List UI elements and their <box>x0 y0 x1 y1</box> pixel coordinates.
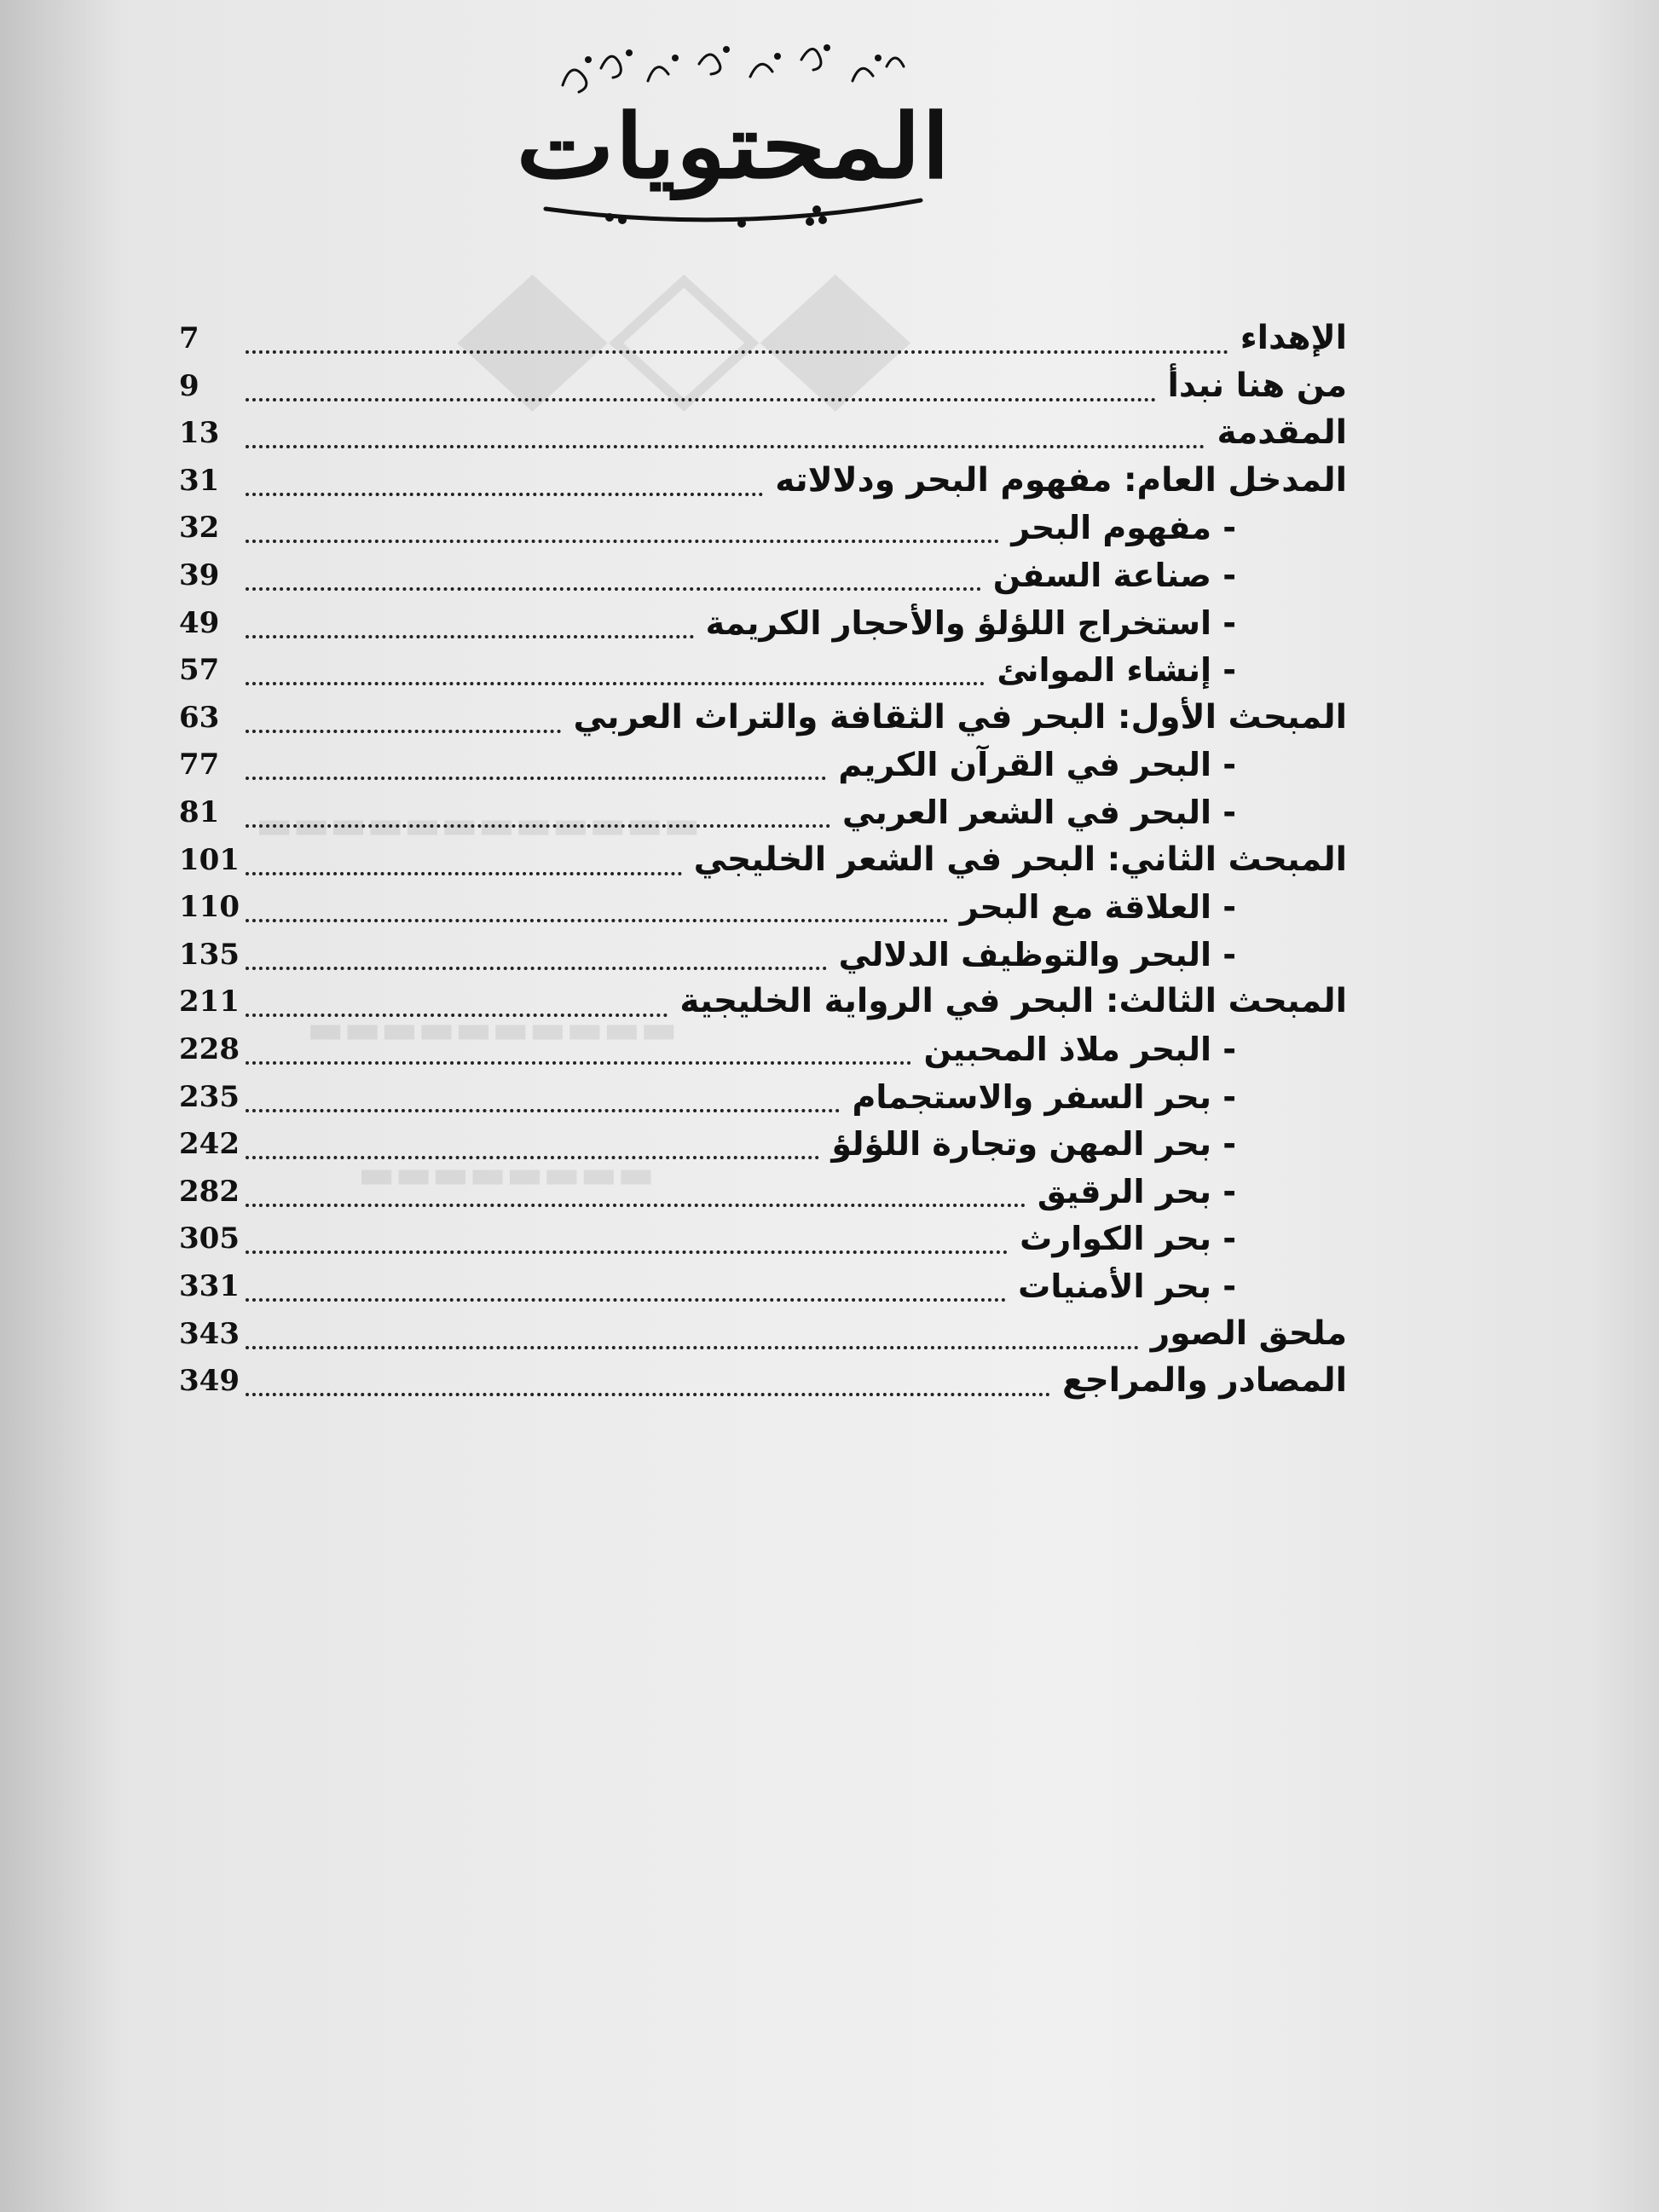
toc-chapter-title: من هنا نبدأ <box>1167 366 1347 405</box>
toc-page-number: 110 <box>179 890 240 925</box>
show-through-ornament: ◆◇◆ <box>456 222 911 432</box>
toc-dot-leader <box>246 635 694 638</box>
toc-page-number: 305 <box>179 1222 240 1256</box>
toc-dot-leader <box>246 445 1205 448</box>
toc-section-title: - استخراج اللؤلؤ والأحجار الكريمة <box>705 604 1236 642</box>
toc-section-title: - البحر في الشعر العربي <box>842 794 1236 831</box>
toc-dot-leader <box>246 1346 1139 1349</box>
toc-row <box>179 548 1356 603</box>
toc-page-number: 31 <box>179 463 220 498</box>
toc-row <box>179 880 1356 934</box>
toc-dot-leader <box>246 587 981 591</box>
toc-row <box>179 1117 1356 1171</box>
toc-dot-leader <box>246 493 763 496</box>
toc-dot-leader <box>246 919 948 922</box>
toc-row <box>179 311 1356 366</box>
toc-page-number: 57 <box>179 653 220 688</box>
toc-section-title: - بحر الأمنيات <box>1018 1268 1236 1305</box>
toc-row <box>179 927 1356 982</box>
toc-row <box>179 359 1356 413</box>
toc-page-number: 63 <box>179 700 220 735</box>
toc-page-number: 7 <box>179 321 199 355</box>
toc-dot-leader <box>246 682 985 685</box>
toc-page-number: 349 <box>179 1364 240 1399</box>
toc-dot-leader <box>246 967 827 970</box>
toc-page-number: 32 <box>179 511 220 546</box>
toc-page-number: 228 <box>179 1032 240 1066</box>
show-through-line: ▬▬▬▬▬▬▬▬ <box>358 1151 655 1197</box>
toc-row <box>179 596 1356 650</box>
toc-dot-leader <box>246 350 1228 354</box>
toc-section-title: - البحر والتوظيف الدلالي <box>838 935 1236 973</box>
toc-chapter-title: المبحث الأول: البحر في الثقافة والتراث العربي <box>573 697 1347 736</box>
toc-row <box>179 737 1356 792</box>
toc-dot-leader <box>246 1109 840 1112</box>
toc-dot-leader <box>246 872 682 875</box>
toc-row <box>179 974 1356 1029</box>
toc-page-number: 282 <box>179 1174 240 1209</box>
toc-chapter-title: المبحث الثالث: البحر في الرواية الخليجية <box>679 982 1347 1021</box>
toc-dot-leader <box>246 1061 911 1065</box>
page-title: المحتويات <box>516 94 951 199</box>
toc-row <box>179 1164 1356 1219</box>
toc-section-title: - بحر الرقيق <box>1037 1172 1236 1210</box>
toc-section-title: - بحر المهن وتجارة اللؤلؤ <box>831 1125 1236 1164</box>
toc-row <box>179 1354 1356 1408</box>
toc-row <box>179 1022 1356 1077</box>
toc-page-number: 135 <box>179 937 240 972</box>
toc-page-number: 13 <box>179 416 220 451</box>
toc-page-number: 49 <box>179 605 220 640</box>
toc-dot-leader <box>246 730 561 733</box>
toc-page-number: 39 <box>179 558 220 592</box>
toc-row <box>179 500 1356 555</box>
toc-page-number: 242 <box>179 1127 240 1162</box>
toc-page-number: 81 <box>179 795 220 829</box>
toc-page-number: 77 <box>179 748 220 783</box>
show-through-line: ▬▬▬▬▬▬▬▬▬▬▬▬ <box>256 801 701 847</box>
toc-section-title: - البحر في القرآن الكريم <box>838 746 1236 784</box>
toc-row <box>179 690 1356 745</box>
toc-chapter-title: المصادر والمراجع <box>1061 1361 1347 1401</box>
toc-dot-leader <box>246 1298 1006 1302</box>
toc-row <box>179 1211 1356 1266</box>
toc-dot-leader <box>246 540 999 543</box>
toc-row <box>179 1070 1356 1124</box>
toc-row <box>179 1307 1356 1361</box>
show-through-line: ▬▬▬▬▬▬▬▬▬▬ <box>307 1006 678 1052</box>
toc-dot-leader <box>246 777 826 780</box>
toc-page-number: 101 <box>179 842 240 877</box>
toc-row <box>179 785 1356 840</box>
toc-row <box>179 406 1356 460</box>
toc-section-title: - بحر السفر والاستجمام <box>852 1077 1236 1116</box>
toc-row <box>179 1259 1356 1314</box>
toc-chapter-title: المقدمة <box>1217 413 1347 453</box>
toc-chapter-title: الإهداء <box>1240 319 1347 357</box>
toc-dot-leader <box>246 1014 668 1017</box>
toc-dot-leader <box>246 824 830 828</box>
toc-page-number: 211 <box>179 985 240 1019</box>
toc-chapter-title: المدخل العام: مفهوم البحر ودلالاته <box>775 460 1347 500</box>
toc-page-number: 235 <box>179 1079 240 1114</box>
toc-dot-leader <box>246 398 1156 401</box>
toc-section-title: - بحر الكوارث <box>1020 1220 1236 1258</box>
toc-row <box>179 643 1356 697</box>
toc-dot-leader <box>246 1204 1026 1207</box>
toc-page-number: 343 <box>179 1316 240 1351</box>
toc-section-title: - البحر ملاذ المحبين <box>923 1031 1236 1068</box>
toc-row <box>179 453 1356 508</box>
toc-section-title: - العلاقة مع البحر <box>959 888 1236 927</box>
toc-chapter-title: ملحق الصور <box>1150 1314 1347 1353</box>
toc-section-title: - مفهوم البحر <box>1011 509 1236 547</box>
toc-row <box>179 833 1356 887</box>
toc-page-number: 9 <box>179 368 199 403</box>
toc-dot-leader <box>246 1393 1050 1396</box>
toc-section-title: - صناعة السفن <box>992 557 1236 594</box>
toc-dot-leader <box>246 1250 1008 1254</box>
toc-chapter-title: المبحث الثاني: البحر في الشعر الخليجي <box>693 840 1347 879</box>
toc-dot-leader <box>246 1156 819 1159</box>
toc-section-title: - إنشاء الموانئ <box>997 651 1236 690</box>
toc-page-number: 331 <box>179 1269 240 1303</box>
